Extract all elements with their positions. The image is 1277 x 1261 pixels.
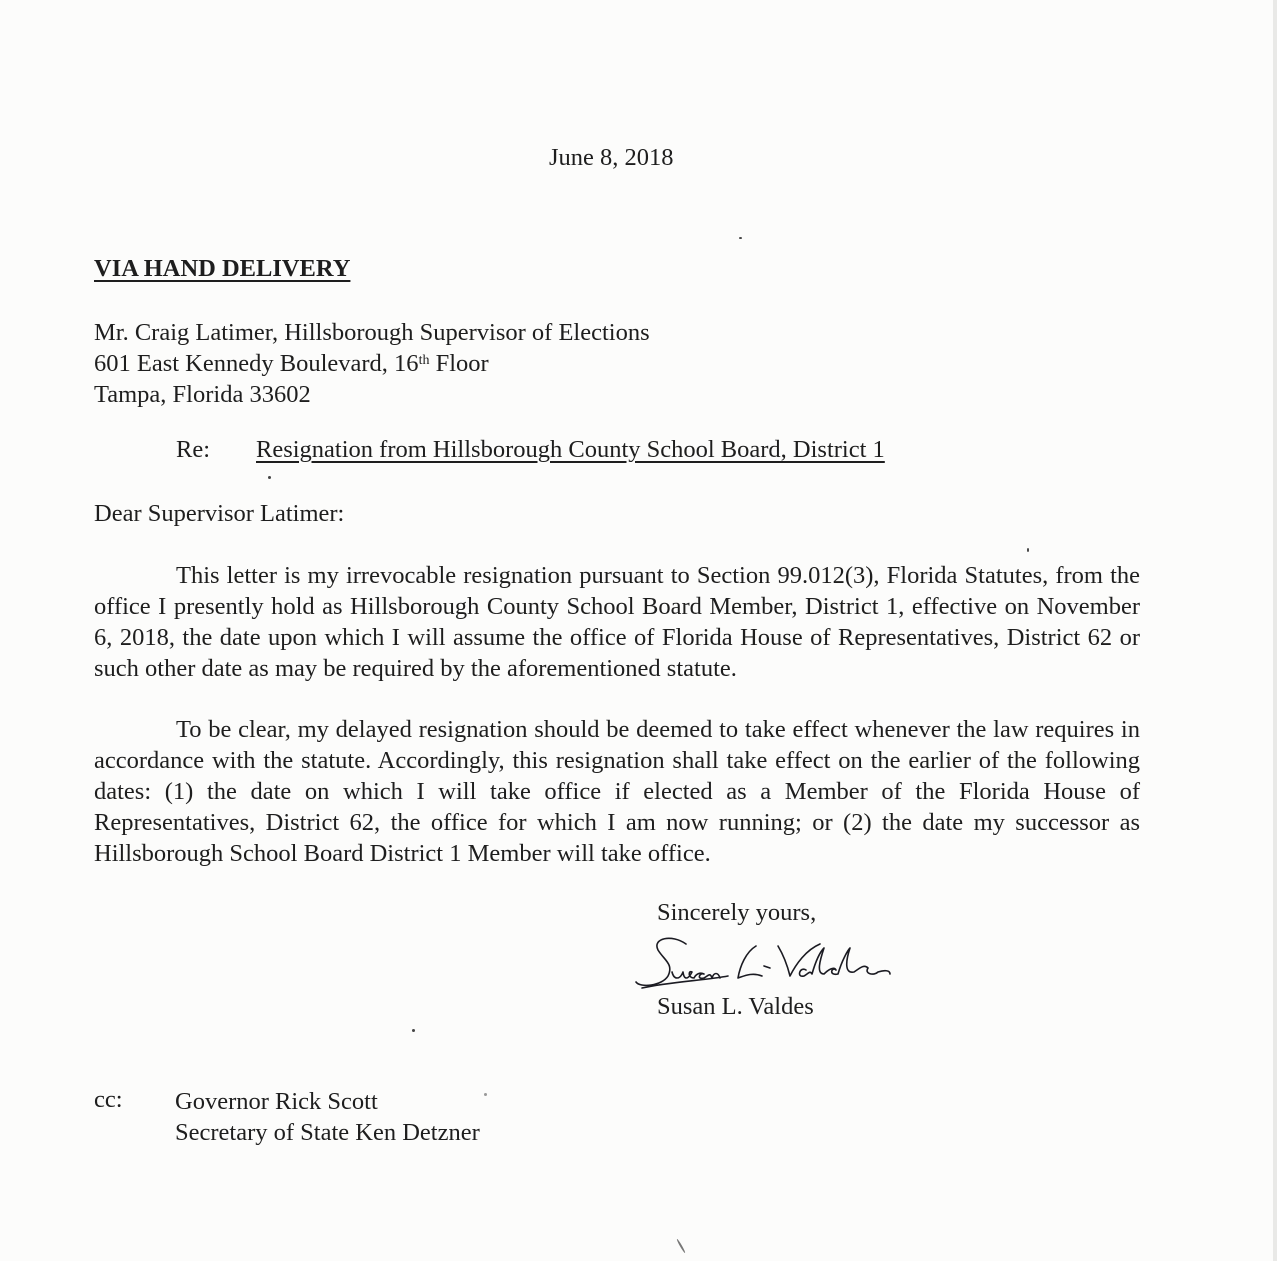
- scan-speck: [676, 1239, 686, 1254]
- body-paragraph-1: This letter is my irrevocable resignation pursuant to Section 99.012(3), Florida Statutes, from the office I presently hold as Hillsborough County School Board Member, District 1, effective on November 6, 2018, the date upon which I will assume the office of Florida House of Representatives, District 62 or such other date as may be required by the aforementioned statute.: [94, 562, 1140, 682]
- salutation: Dear Supervisor Latimer:: [94, 500, 345, 527]
- cc-recipient: Secretary of State Ken Detzner: [175, 1119, 480, 1146]
- letter-date: June 8, 2018: [549, 144, 674, 171]
- re-subject: Resignation from Hillsborough County School Board, District 1: [256, 436, 885, 463]
- scan-speck: [739, 237, 742, 239]
- delivery-method: VIA HAND DELIVERY: [94, 255, 351, 282]
- signer-name: Susan L. Valdes: [657, 993, 814, 1020]
- recipient-line-1: Mr. Craig Latimer, Hillsborough Supervisor of Elections: [94, 319, 650, 346]
- scan-speck: [484, 1093, 487, 1096]
- cc-recipient: Governor Rick Scott: [175, 1088, 378, 1115]
- recipient-address: [94, 317, 650, 410]
- body-paragraph-2: To be clear, my delayed resignation should be deemed to take effect whenever the law requires in accordance with the statute. Accordingly, this resignation shall take effect on the earlier of the following dates: (1) the date on which I will take office if elected as a Member of the Florida House of Representatives, District 62, the office for which I am now running; or (2) the date my successor as Hillsborough School Board District 1 Member will take office.: [94, 716, 1140, 867]
- scan-speck: [268, 476, 271, 479]
- signature: [628, 930, 928, 1000]
- recipient-line-3: Tampa, Florida 33602: [94, 381, 311, 408]
- recipient-street: 601 East Kennedy Boulevard, 16: [94, 350, 419, 377]
- cc-list: [175, 1086, 480, 1148]
- scan-speck: [1027, 548, 1029, 552]
- closing: Sincerely yours,: [657, 899, 817, 926]
- recipient-line-2: [94, 348, 650, 379]
- cc-label: cc:: [94, 1086, 123, 1113]
- ordinal-suffix: th: [418, 353, 430, 368]
- re-label: Re:: [176, 436, 211, 463]
- scan-speck: [412, 1029, 415, 1032]
- recipient-floor: Floor: [429, 350, 489, 377]
- scan-edge: [1273, 0, 1277, 1261]
